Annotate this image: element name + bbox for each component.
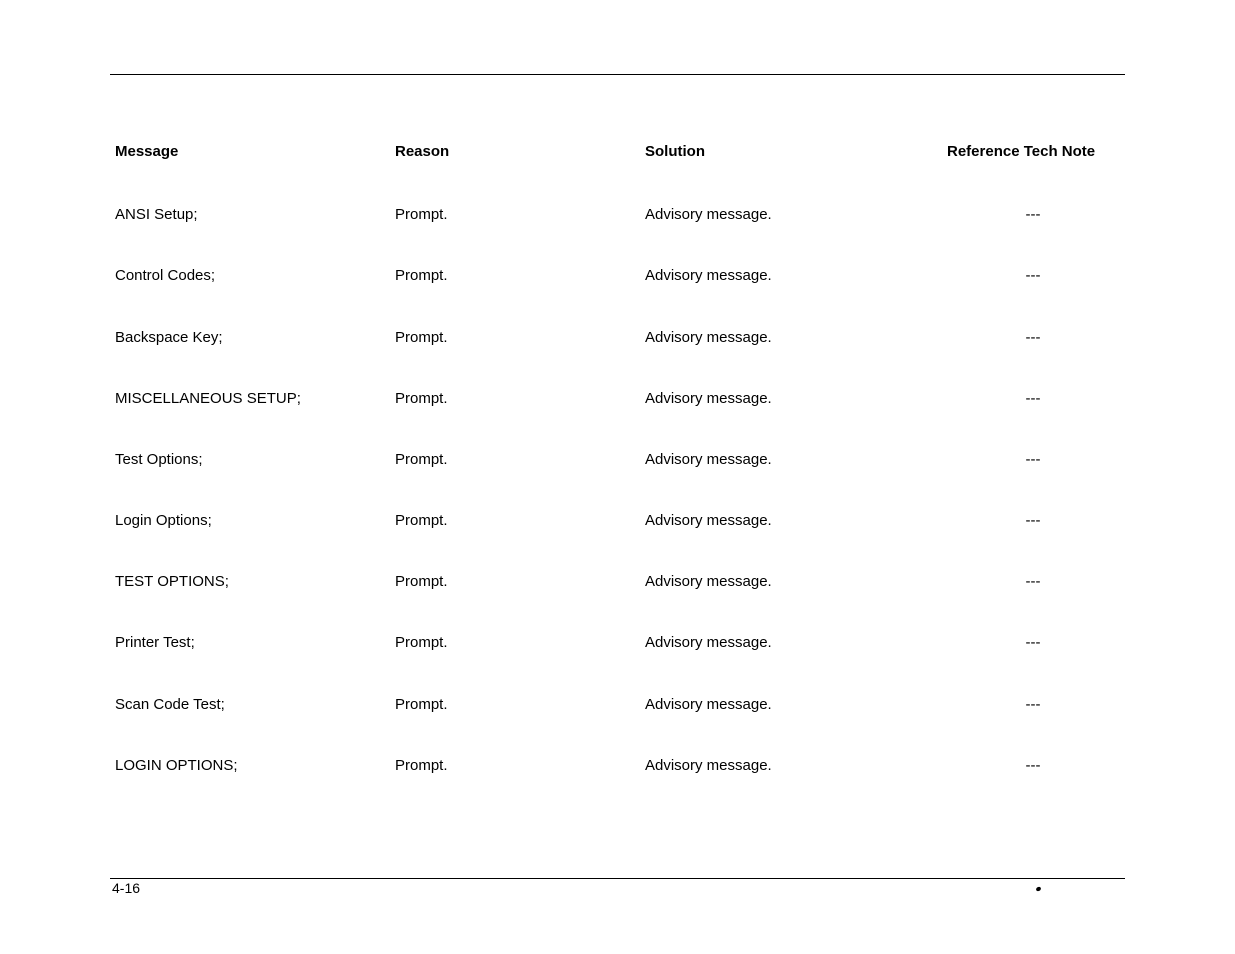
- reference-cell: ---: [1025, 696, 1041, 713]
- message-cell: Login Options;: [115, 512, 212, 529]
- reason-cell: Prompt.: [395, 267, 448, 284]
- message-cell: ANSI Setup;: [115, 206, 198, 223]
- reason-cell: Prompt.: [395, 573, 448, 590]
- reference-cell: ---: [1025, 329, 1041, 346]
- solution-cell: Advisory message.: [645, 512, 772, 529]
- reference-cell: ---: [1025, 267, 1041, 284]
- page-number: 4-16: [112, 880, 141, 896]
- reason-cell: Prompt.: [395, 634, 448, 651]
- message-cell: MISCELLANEOUS SETUP;: [115, 390, 301, 407]
- solution-cell: Advisory message.: [645, 757, 772, 774]
- column-header-solution: Solution: [645, 143, 705, 160]
- message-cell: Test Options;: [115, 451, 203, 468]
- solution-cell: Advisory message.: [645, 634, 772, 651]
- column-header-reason: Reason: [395, 143, 450, 160]
- message-cell: LOGIN OPTIONS;: [115, 757, 238, 774]
- reference-cell: ---: [1025, 634, 1041, 651]
- solution-cell: Advisory message.: [645, 451, 772, 468]
- reason-cell: Prompt.: [395, 451, 448, 468]
- header-rule: [110, 74, 1125, 75]
- reference-cell: ---: [1025, 512, 1041, 529]
- reason-cell: Prompt.: [395, 390, 448, 407]
- column-header-message: Message: [115, 143, 179, 160]
- message-cell: Printer Test;: [115, 634, 195, 651]
- reason-cell: Prompt.: [395, 757, 448, 774]
- reference-cell: ---: [1025, 573, 1041, 590]
- solution-cell: Advisory message.: [645, 206, 772, 223]
- message-cell: Backspace Key;: [115, 329, 223, 346]
- footer-rule: [110, 878, 1125, 879]
- reason-cell: Prompt.: [395, 696, 448, 713]
- message-cell: Control Codes;: [115, 267, 216, 284]
- solution-cell: Advisory message.: [645, 573, 772, 590]
- reference-cell: ---: [1025, 206, 1041, 223]
- reference-cell: ---: [1025, 451, 1041, 468]
- message-cell: Scan Code Test;: [115, 696, 225, 713]
- reason-cell: Prompt.: [395, 512, 448, 529]
- reason-cell: Prompt.: [395, 206, 448, 223]
- message-cell: TEST OPTIONS;: [115, 573, 229, 590]
- footer-dot-icon: [1035, 886, 1041, 892]
- reference-cell: ---: [1025, 757, 1041, 774]
- column-header-reference: Reference Tech Note: [947, 143, 1096, 160]
- reference-cell: ---: [1025, 390, 1041, 407]
- solution-cell: Advisory message.: [645, 267, 772, 284]
- solution-cell: Advisory message.: [645, 696, 772, 713]
- reason-cell: Prompt.: [395, 329, 448, 346]
- solution-cell: Advisory message.: [645, 329, 772, 346]
- solution-cell: Advisory message.: [645, 390, 772, 407]
